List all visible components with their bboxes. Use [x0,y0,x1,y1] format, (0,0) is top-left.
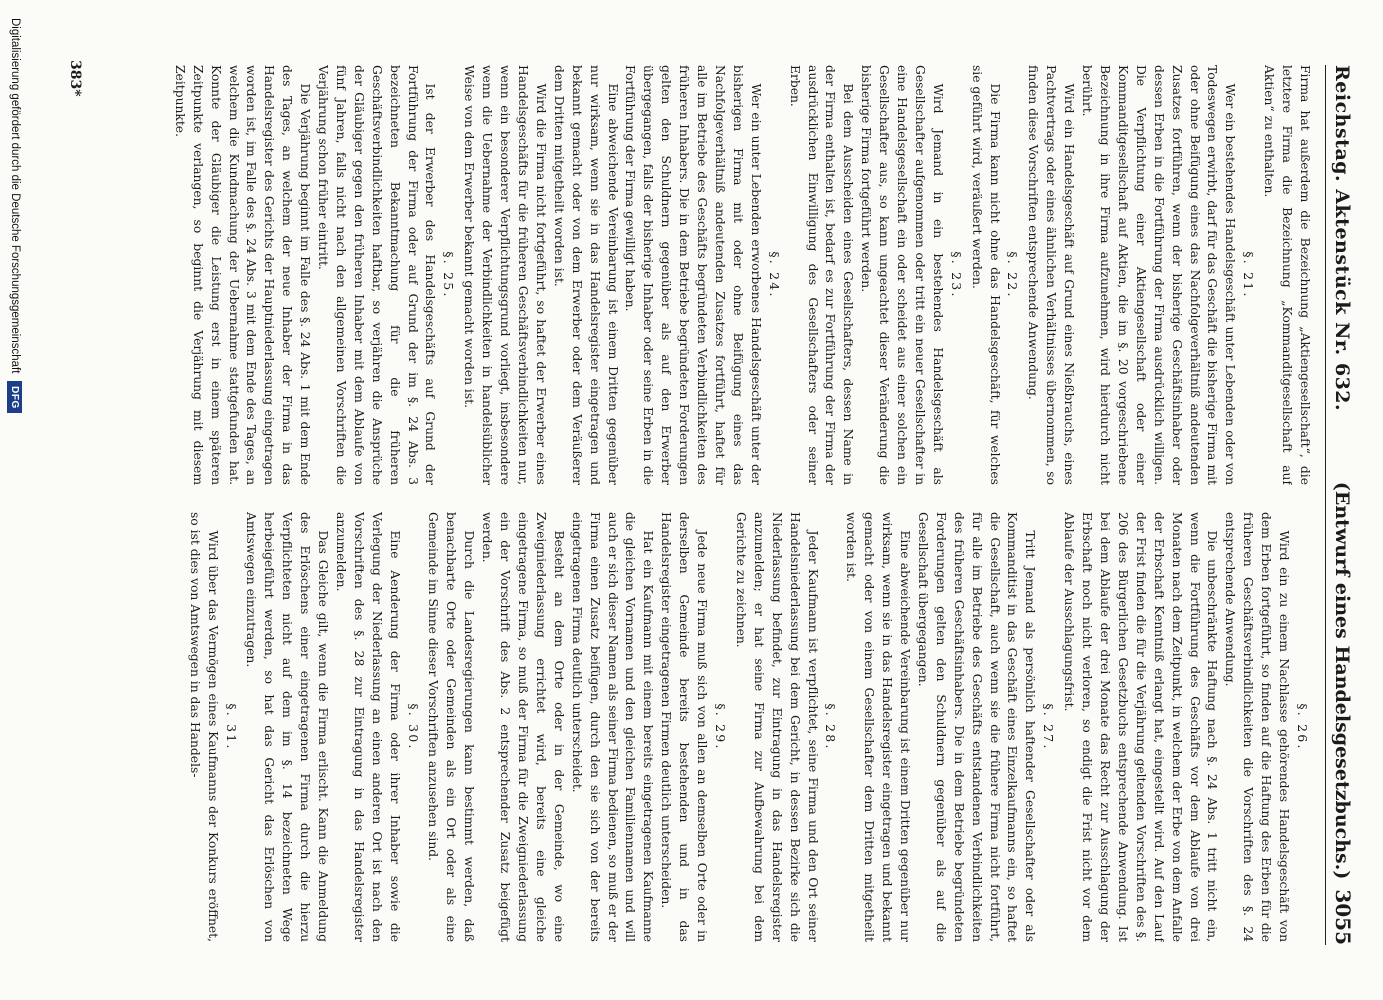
paragraph: Wer ein bestehendes Handelsgeschäft unter Lebenden oder von Todeswegen erwirbt, darf für das Geschäft die bisherige Firma mit oder ohne Beifügung eines das Nachfolgeverhältniß andeutenden Zusatzes fortführen, wenn der bisherige Geschäftsinhaber oder dessen Erben in die Fortführung der Firma ausdrücklich willigen. Die Verpflichtung einer Aktiengesellschaft oder einer Kommanditgesellschaft auf Aktien, die im §. 20 vorgeschriebene Bezeichnung in ihre Firma aufzunehmen, wird hierdurch nicht berührt. [1080,65,1238,485]
section-heading: §. 26. [1295,703,1310,751]
paragraph: Besteht an dem Orte oder in der Gemeinde, wo eine Zweigniederlassung errichtet wird, bereits eine gleiche eingetragene Firma, so muß der Firma für die Zweigniederlassung ein der Vorschrift des Abs. 2 entsprechender Zusatz beigefügt werden. [480,512,566,942]
paragraph: Wird Jemand in ein bestehendes Handelsgeschäft als Gesellschafter aufgenommen oder tritt ein neuer Gesellschafter in eine Handelsgesellschaft ein oder scheidet aus einer solchen ein Gesellschafter aus, so kann ungeachtet dieser Veränderung die bisherige Firma fortgeführt werden. [859,65,945,485]
page-number: 3055 [1331,889,1355,945]
header-subtitle: (Entwurf eines Handelsgesetzbuchs.) [1331,481,1353,880]
paragraph: Die unbeschränkte Haftung nach §. 24 Abs. 1 tritt nicht ein, wenn die Fortführung des Geschäfts vor dem Ablaufe von drei Monaten nach dem Zeitpunkt, in welchem der Erbe von dem Anfalle der Erbschaft Kenntniß erlangt hat, eingestellt wird. Auf den Lauf der Frist finden die für die Verjährung geltenden Vorschriften des §. 206 des Bürgerlichen Gesetzbuchs entsprechende Anwendung. Ist bei dem Ablaufe der drei Monate das Recht zur Ausschlagung der Erbschaft noch nicht verloren, so endigt die Frist nicht vor dem Ablaufe der Ausschlagungsfrist. [1062,512,1220,942]
section-heading: §. 23. [948,251,964,299]
paragraph: Wird ein zu einem Nachlasse gehörendes Handelsgeschäft von dem Erben fortgeführt, so finden auf die Haftung des Erben für die früheren Geschäftsverbindlichkeiten die Vorschriften des §. 24 entsprechende Anwendung. [1223,512,1292,942]
paragraph: Die Verjährung beginnt im Falle des §. 24 Abs. 1 mit dem Ende des Tages, an welchem der neue Inhaber der Firma in das Handelsregister des Gerichts der Hauptniederlassung eingetragen worden ist, im Falle des §. 24 Abs. 3 mit dem Ende des Tages, an welchem die Kundmachung der Uebernahme stattgefunden hat. Konnte der Gläubiger die Leistung erst in einem späteren Zeitpunkte verlangen, so beginnt die Verjährung mit diesem Zeitpunkte. [172,65,313,485]
header-title: Reichstag. Aktenstück Nr. 632. [1331,65,1353,412]
section-heading: §. 25. [441,251,457,299]
paragraph: Tritt Jemand als persönlich haftender Gesellschafter oder als Kommanditist in das Geschäft eines Einzelkaufmanns ein, so haftet die Gesellschaft, auch wenn sie die frühere Firma nicht fortführt, für alle im Betriebe des Geschäfts entstandenen Verbindlichkeiten des früheren Geschäftsinhabers. Die in dem Betriebe begründeten Forderungen gelten den Schuldnern gegenüber als auf die Gesellschaft übergegangen. [915,512,1038,942]
funding-text: Digitalisierung gefördert durch die Deutsche Forschungsgemeinschaft [9,18,21,374]
page-signature: 383* [67,60,83,97]
paragraph: Eine abweichende Vereinbarung ist einem Dritten gegenüber nur wirksam, wenn sie in das Handelsregister eingetragen und bekannt gemacht oder von dem Erwerber oder dem Veräußerer dem Dritten mitgetheilt worden ist. [551,65,620,485]
paragraph: Wird die Firma nicht fortgeführt, so haftet der Erwerber eines Handelsgeschäfts für die früheren Geschäftsverbindlichkeiten nur, wenn ein besonderer Verpflichtungsgrund vorliegt, insbesondere wenn die Uebernahme der Verbindlichkeiten in handelsüblicher Weise von dem Erwerber bekannt gemacht worden ist. [462,65,548,485]
paragraph: Das Gleiche gilt, wenn die Firma erlischt. Kann die Anmeldung des Erlöschens einer eingetragenen Firma durch die hierzu Verpflichteten nicht auf dem im §. 14 bezeichneten Wege herbeigeführt werden, so hat das Gericht das Erlöschen von Amtswegen einzutragen. [244,512,331,942]
paragraph: Die Firma kann nicht ohne das Handelsgeschäft, für welches sie geführt wird, veräußert werden. [969,65,1002,485]
paragraph: Hat ein Kaufmann mit einem bereits eingetragenen Kaufmanne die gleichen Vornamen und den gleichen Familiennamen und will auch er sich dieser Namen als seiner Firma bedienen, so muß er der Firma einen Zusatz beifügen, durch den sie sich von der bereits eingetragenen Firma deutlich unterscheidet. [569,512,656,942]
paragraph: Jede neue Firma muß sich von allen an demselben Orte oder in derselben Gemeinde bereits bestehenden und in das Handelsregister eingetragenen Firmen deutlich unterscheiden. [659,512,710,942]
paragraph: Wer ein unter Lebenden erworbenes Handelsgeschäft unter der bisherigen Firma mit oder ohne Beifügung eines das Nachfolgeverhältniß andeutenden Zusatzes fortführt, haftet für alle im Betriebe des Geschäfts begründeten Verbindlichkeiten des früheren Inhabers. Die in dem Betriebe begründeten Forderungen gelten den Schuldnern gegenüber als auf den Erwerber übergegangen, falls der bisherige Inhaber oder seine Erben in die Fortführung der Firma gewilligt haben. [623,65,763,485]
paragraph: Wird über das Vermögen eines Kaufmanns der Konkurs eröffnet, so ist dies von Amtswegen in das Handels- [187,512,220,942]
right-column [98,512,1313,942]
section-heading: §. 28. [823,703,839,751]
section-heading: §. 31. [223,703,239,751]
running-header [1325,65,1375,945]
paragraph: Ist der Erwerber des Handelsgeschäfts auf Grund der Fortführung der Firma oder auf Grund der im §. 24 Abs. 3 bezeichneten Bekanntmachung für die früheren Geschäftsverbindlichkeiten haftbar, so verjähren die Ansprüche der Gläubiger gegen den früheren Inhaber mit dem Ablaufe von fünf Jahren, falls nicht nach den allgemeinen Vorschriften die Verjährung schon früher eintritt. [316,65,438,485]
section-heading: §. 27. [1041,703,1057,751]
section-heading: §. 24. [766,251,782,299]
paragraph: Eine abweichende Vereinbarung ist einem Dritten gegenüber nur wirksam, wenn sie in das Handelsregister eingetragen und bekannt gemacht oder von einem Gesellschafter dem Dritten mitgetheilt worden ist. [844,512,913,942]
section-heading: §. 22. [1005,251,1021,299]
dfg-logo: DFG [8,381,23,413]
left-column [98,65,1313,485]
section-heading: §. 21. [1241,251,1257,299]
paragraph: Wird ein Handelsgeschäft auf Grund eines Nießbrauchs, eines Pachtvertrags oder eines ähnlichen Verhältnisses übernommen, so finden diese Vorschriften entsprechende Anwendung. [1026,65,1077,485]
section-heading: §. 29. [713,703,728,751]
paragraph: Bei dem Ausscheiden eines Gesellschafters, dessen Name in der Firma enthalten ist, bedarf es zur Fortführung der Firma der ausdrücklichen Einwilligung des Gesellschafters oder seiner Erben. [787,65,856,485]
section-heading: §. 30. [405,703,421,751]
paragraph: Jeder Kaufmann ist verpflichtet, seine Firma und den Ort seiner Handelsniederlassung bei dem Gericht, in dessen Bezirke sich die Niederlassung befindet, zur Eintragung in das Handelsregister anzumelden; er hat seine Firma zur Aufbewahrung bei dem Gerichte zu zeichnen. [733,512,820,942]
header-right [1331,482,1355,945]
paragraph: Durch die Landesregierungen kann bestimmt werden, daß benachbarte Orte oder Gemeinden als ein Ort oder als eine Gemeinde im Sinne dieser Vorschriften anzusehen sind. [426,512,477,942]
paragraph: Firma hat außerdem die Bezeichnung „Aktiengesellschaft“, die letztere Firma die Bezeichnung „Kommanditgesellschaft auf Aktien“ zu enthalten. [1262,65,1312,485]
paragraph: Eine Aenderung der Firma oder ihrer Inhaber sowie die Verlegung der Niederlassung an einen anderen Ort ist nach den Vorschriften des §. 28 zur Eintragung in das Handelsregister anzumelden. [333,512,402,942]
funding-note [5,18,25,978]
